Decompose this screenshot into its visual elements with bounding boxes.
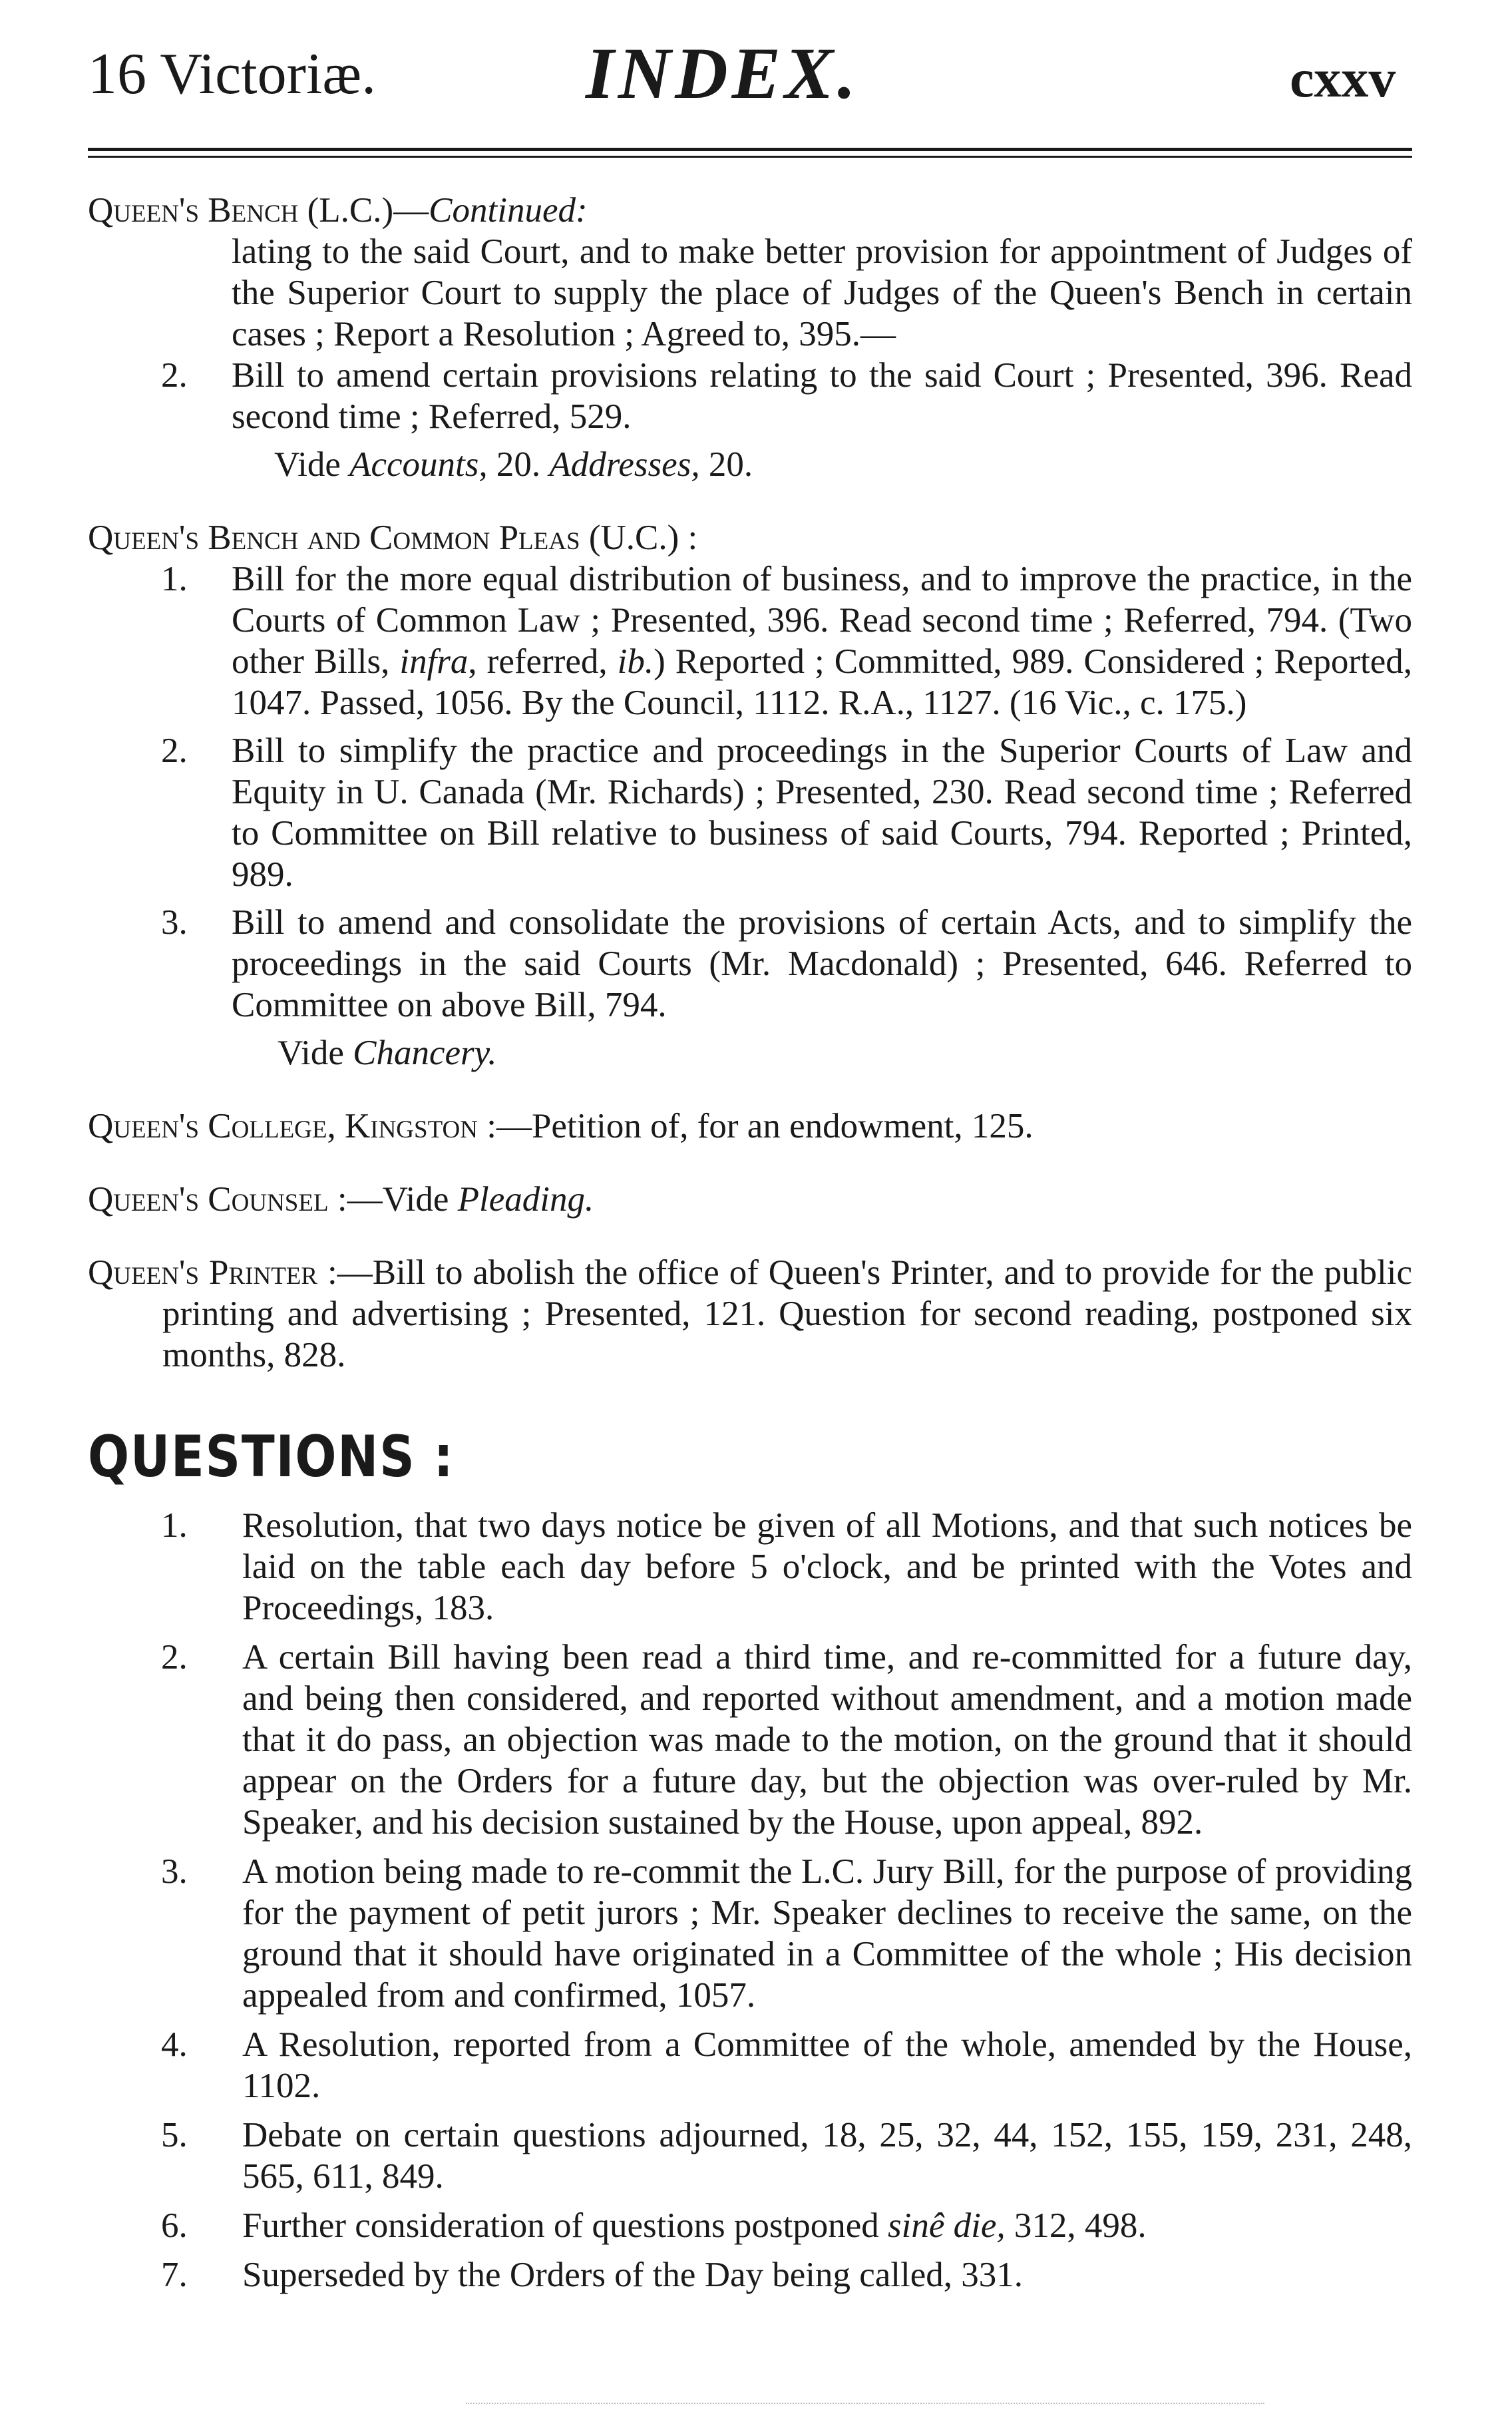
index-body — [88, 190, 1412, 2304]
entry-heading: Queen's College, Kingston — [88, 1107, 478, 1145]
page-title: INDEX. — [586, 33, 860, 114]
section-heading-questions: QUESTIONS : — [88, 1424, 455, 1490]
entry-queens-bench-lc: Queen's Bench (L.C.)—Continued: lating to the said Court, and to make better provision for appointment of Judges of the Superior Court to supply the place of Judges of the Queen's Bench in certain cases ; Report a Resolution ; Agreed to, 395.— 2. Bill to amend certain provisions relating to the said Court ; Presented, 396. Read second time ; Referred, 529. Vide Accounts, 20. Addresses, 20. — [88, 191, 1412, 484]
running-header — [0, 27, 1512, 126]
entry-heading: Queen's Printer — [88, 1253, 318, 1292]
question-item: 5. Debate on certain questions adjourned, 18, 25, 32, 44, 152, 155, 159, 231, 248, 565, 611, 849. — [161, 2116, 1412, 2196]
list-item: 2. Bill to amend certain provisions relating to the said Court ; Presented, 396. Read second time ; Referred, 529. — [161, 356, 1412, 436]
regnal-year: 16 Victoriæ. — [88, 42, 377, 106]
entry-heading: Queen's Bench — [88, 191, 299, 230]
question-item: 2. A certain Bill having been read a third time, and re-committed for a future day, and being then considered, and reported without amendment, and a motion made that it do pass, an objection was made to the motion, on the ground that it should appear on the Orders for a future day, but the objection was over-ruled by Mr. Speaker, and his decision sustained by the House, upon appeal, 892. — [161, 1638, 1412, 1842]
question-item: 3. A motion being made to re-commit the L.C. Jury Bill, for the purpose of providing for the payment of petit jurors ; Mr. Speaker declines to receive the same, on the ground that it should have originated in a Committee of the whole ; His decision appealed from and confirmed, 1057. — [161, 1852, 1412, 2015]
entry-queens-college: Queen's College, Kingston :—Petition of, for an endowment, 125. — [88, 1107, 1034, 1145]
header-rule-thin — [88, 156, 1412, 158]
list-item: 1. Bill for the more equal distribution of business, and to improve the practice, in the Courts of Common Law ; Presented, 396. Read second time ; Referred, 794. (Two other Bills, infra, referred, ib.) Reported ; Committed, 989. Considered ; Reported, 1047. Passed, 1056. By the Council, 1112. R.A., 1127. (16 Vic., c. 175.) — [161, 560, 1413, 722]
vide-reference: Vide Accounts, 20. Addresses, 20. — [274, 445, 753, 484]
scan-artifact — [466, 2403, 1264, 2405]
question-item: 6. Further consideration of questions postponed sinê die, 312, 498. — [161, 2206, 1147, 2245]
entry-queens-bench-common-pleas: Queen's Bench and Common Pleas (U.C.) : 1. Bill for the more equal distribution of business, and to improve the practice, in the Courts of Common Law ; Presented, 396. Read second time ; Referred, 794. (Two other Bills, infra, referred, ib.) Reported ; Committed, 989. Considered ; Reported, 1047. Passed, 1056. By the Council, 1112. R.A., 1127. (16 Vic., c. 175.) 2. Bill to simplify the practice and proceedings in the Superior Courts of Law and Equity in U. Canada (Mr. Richards) ; Presented, 230. Read second time ; Referred to Committee on Bill relative to business of said Courts, 794. Reported ; Printed, 989. 3. Bill to amend and consolidate the provisions of certain Acts, and to simplify the proceedings in the said Courts (Mr. Macdonald) ; Presented, 646. Referred to Committee on above Bill, 794. Vide Chancery. — [88, 518, 1413, 1072]
continuation-text: lating to the said Court, and to make better provision for appointment of Judges of the Superior Court to supply the place of Judges of the Queen's Bench in certain cases ; Report a Resolution ; Agreed to, 395.— — [232, 232, 1412, 353]
entry-heading: Queen's Bench and Common Pleas — [88, 518, 580, 557]
question-item: 7. Superseded by the Orders of the Day being called, 331. — [161, 2256, 1024, 2294]
entry-queens-counsel: Queen's Counsel :—Vide Pleading. — [88, 1180, 594, 1219]
question-item: 1. Resolution, that two days notice be given of all Motions, and that such notices be laid on the table each day before 5 o'clock, and be printed with the Votes and Proceedings, 183. — [161, 1506, 1412, 1627]
continued-label: Continued: — [429, 191, 588, 230]
vide-reference: Vide Chancery. — [278, 1034, 497, 1072]
question-item: 4. A Resolution, reported from a Committee of the whole, amended by the House, 1102. — [161, 2025, 1412, 2105]
list-item: 3. Bill to amend and consolidate the provisions of certain Acts, and to simplify the proceedings in the said Courts (Mr. Macdonald) ; Presented, 646. Referred to Committee on above Bill, 794. — [161, 903, 1412, 1024]
header-rule-thick — [88, 148, 1412, 151]
list-item: 2. Bill to simplify the practice and proceedings in the Superior Courts of Law and Equity in U. Canada (Mr. Richards) ; Presented, 230. Read second time ; Referred to Committee on Bill relative to business of said Courts, 794. Reported ; Printed, 989. — [161, 731, 1412, 894]
entry-heading: Queen's Counsel — [88, 1180, 329, 1219]
entry-queens-printer: Queen's Printer :—Bill to abolish the office of Queen's Printer, and to provide for the public printing and advertising ; Presented, 121. Question for second reading, postponed six months, 828. — [88, 1253, 1412, 1374]
page-number: cxxv — [1290, 48, 1396, 108]
